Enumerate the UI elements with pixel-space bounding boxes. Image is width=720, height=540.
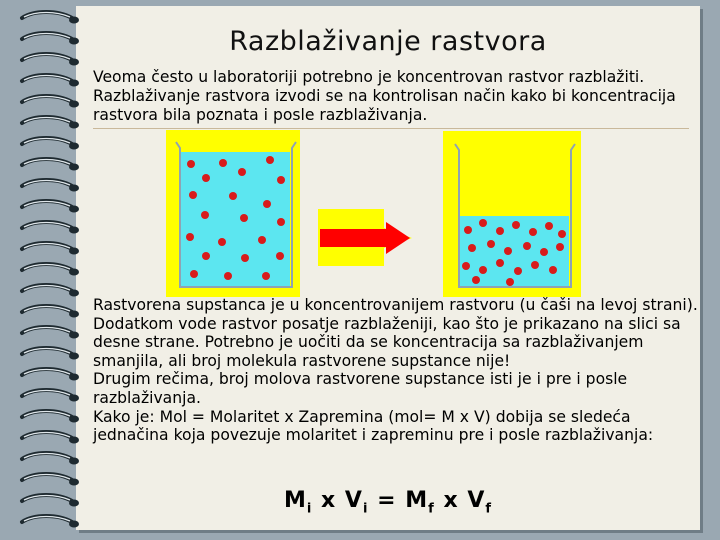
formula-sub-i2: i xyxy=(362,501,369,517)
molecule-dot xyxy=(496,259,504,267)
paragraph-3: Kako je: Mol = Molaritet x Zapremina (mol= M x V) dobija se sledeća jednačina koja povezuje molaritet i zapreminu pre i posle razblaživanja: xyxy=(93,407,654,445)
molecule-dot xyxy=(240,214,248,222)
molecule-dot xyxy=(201,211,209,219)
formula-times-1: x xyxy=(321,488,337,513)
molecule-dot xyxy=(531,261,539,269)
formula-times-2: x xyxy=(443,488,459,513)
molecule-dot xyxy=(496,227,504,235)
molecule-dot xyxy=(506,278,514,286)
left-beaker-solution xyxy=(180,152,290,286)
molecule-dot xyxy=(262,272,270,280)
molecule-dot xyxy=(219,159,227,167)
molecule-dot xyxy=(266,156,274,164)
formula-sub-f1: f xyxy=(428,501,435,517)
page-title: Razblaživanje rastvora xyxy=(229,26,547,57)
molecule-dot xyxy=(277,218,285,226)
molecule-dot xyxy=(514,267,522,275)
formula-v1: V xyxy=(344,488,363,513)
molecule-dot xyxy=(263,200,271,208)
molecule-dot xyxy=(218,238,226,246)
explanation-text xyxy=(93,296,699,445)
molecule-dot xyxy=(277,176,285,184)
molecule-dot xyxy=(190,270,198,278)
paragraph-1: Rastvorena supstanca je u koncentrovanijem rastvoru (u čaši na levoj strani). Dodatkom vode rastvor posatje razblaženiji, kao što je prikazano na slici sa desne strane. Potrebno je uočiti da se koncentracija sa razblaživanjem smanjila, ali broj molekula rastvorene supstance nije! xyxy=(93,296,698,370)
molecule-dot xyxy=(202,252,210,260)
molecule-dot xyxy=(545,222,553,230)
dilution-formula xyxy=(76,488,700,516)
molecule-dot xyxy=(512,221,520,229)
formula-sub-i1: i xyxy=(306,501,313,517)
molecule-dot xyxy=(504,247,512,255)
molecule-dot xyxy=(523,242,531,250)
molecule-dot xyxy=(187,160,195,168)
molecule-dot xyxy=(202,174,210,182)
formula-sub-f2: f xyxy=(485,501,492,517)
molecule-dot xyxy=(464,226,472,234)
intro-paragraph: Veoma često u laboratoriji potrebno je koncentrovan rastvor razblažiti. Razblaživanje rastvora izvodi se na kontrolisan način kako bi koncentracija rastvora bila poznata i posle razblaživanja. xyxy=(93,68,676,124)
paragraph-2: Drugim rečima, broj molova rastvorene supstance isti je i pre i posle razblaživanja. xyxy=(93,370,628,407)
molecule-dot xyxy=(487,240,495,248)
formula-v2: V xyxy=(467,488,486,513)
molecule-dot xyxy=(479,219,487,227)
formula-m1: M xyxy=(284,488,307,513)
molecule-dot xyxy=(558,230,566,238)
molecule-dot xyxy=(540,248,548,256)
molecule-dot xyxy=(229,192,237,200)
molecule-dot xyxy=(549,266,557,274)
molecule-dot xyxy=(258,236,266,244)
molecule-dot xyxy=(186,233,194,241)
molecule-dot xyxy=(472,276,480,284)
molecule-dot xyxy=(468,244,476,252)
formula-m2: M xyxy=(405,488,429,513)
molecule-dot xyxy=(479,266,487,274)
molecule-dot xyxy=(224,272,232,280)
molecule-dot xyxy=(276,252,284,260)
formula-equals: = xyxy=(377,488,397,513)
molecule-dot xyxy=(189,191,197,199)
molecule-dot xyxy=(529,228,537,236)
molecule-dot xyxy=(238,168,246,176)
molecule-dot xyxy=(462,262,470,270)
molecule-dot xyxy=(556,243,564,251)
molecule-dot xyxy=(241,254,249,262)
